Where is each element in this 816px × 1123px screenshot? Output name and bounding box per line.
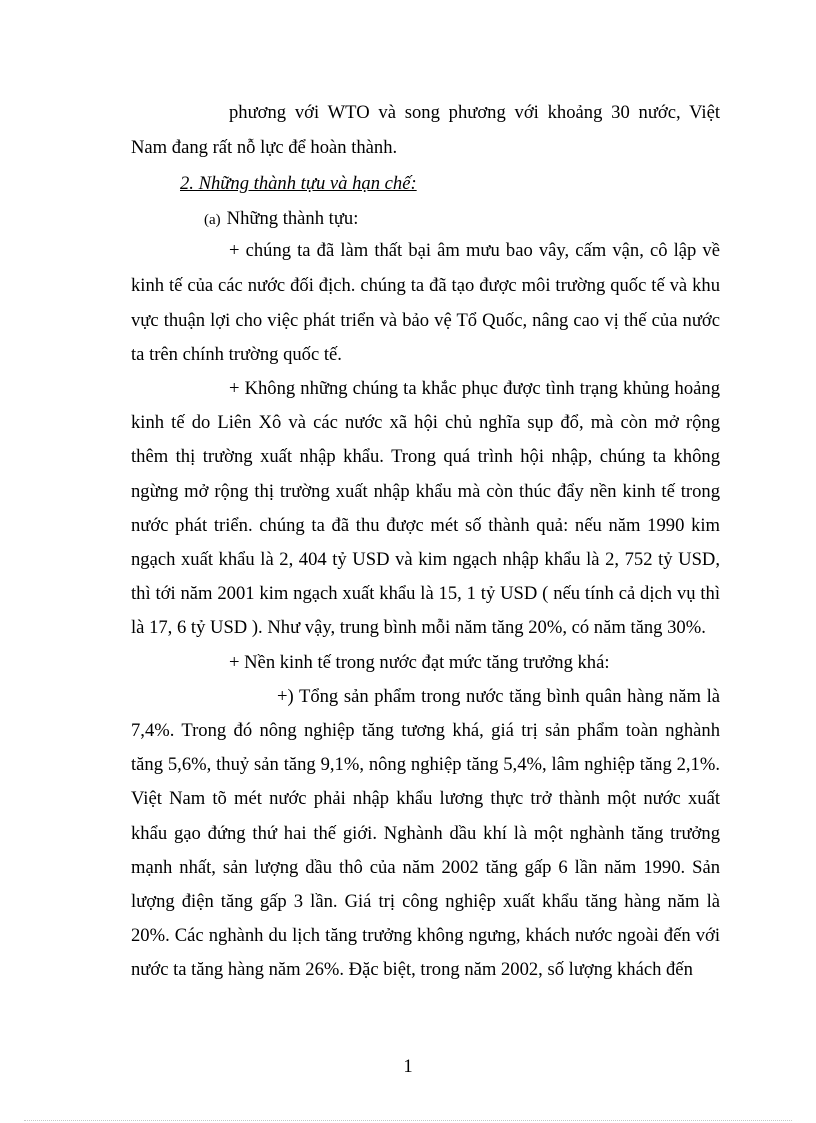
- page-bottom-divider: [24, 1120, 792, 1121]
- paragraph-line: tăng 5,6%, thuỷ sản tăng 9,1%, nông nghiệp tăng 5,4%, lâm nghiệp tăng 2,1%.: [131, 754, 720, 775]
- paragraph-line: kinh tế của các nước đối địch. chúng ta đã tạo được môi trường quốc tế và khu: [131, 275, 720, 296]
- paragraph-line: nước ta tăng hàng năm 26%. Đặc biệt, trong năm 2002, số lượng khách đến: [131, 959, 693, 980]
- paragraph-line: là 17, 6 tỷ USD ). Như vậy, trung bình mỗi năm tăng 20%, có năm tăng 30%.: [131, 617, 706, 638]
- paragraph-line: + Không những chúng ta khắc phục được tình trạng khủng hoảng: [229, 378, 720, 399]
- paragraph-line: ta trên chính trường quốc tế.: [131, 344, 342, 365]
- paragraph-line: + chúng ta đã làm thất bại âm mưu bao vây, cấm vận, cô lập về: [229, 240, 720, 261]
- paragraph-line: mạnh nhất, sản lượng dầu thô của năm 2002 tăng gấp 6 lần năm 1990. Sản: [131, 857, 720, 878]
- list-marker: (a): [204, 212, 221, 228]
- paragraph-line: thì tới năm 2001 kim ngạch xuất khẩu là 15, 1 tỷ USD ( nếu tính cả dịch vụ thì: [131, 583, 720, 604]
- paragraph-line: 7,4%. Trong đó nông nghiệp tăng tương khá, giá trị sản phẩm toàn nghành: [131, 720, 720, 741]
- section-heading-text: 2. Những thành tựu và hạn chế:: [180, 173, 417, 194]
- paragraph-line: Việt Nam tõ mét nước phải nhập khẩu lương thực trở thành một nước xuất: [131, 788, 720, 809]
- section-heading: [180, 172, 417, 196]
- paragraph-line: thêm thị trường xuất nhập khẩu. Trong quá trình hội nhập, chúng ta không: [131, 446, 720, 467]
- paragraph-line: lượng điện tăng gấp 3 lần. Giá trị công nghiệp xuất khẩu tăng hàng năm là: [131, 891, 720, 912]
- paragraph-line: kinh tế do Liên Xô và các nước xã hội chủ nghĩa sụp đổ, mà còn mở rộng: [131, 412, 720, 433]
- paragraph-line: +) Tổng sản phẩm trong nước tăng bình quân hàng năm là: [277, 686, 720, 707]
- paragraph-line: nước phát triển. chúng ta đã thu được mét số thành quả: nếu năm 1990 kim: [131, 515, 720, 536]
- paragraph-line: ngạch xuất khẩu là 2, 404 tỷ USD và kim ngạch nhập khẩu là 2, 752 tỷ USD,: [131, 549, 720, 570]
- paragraph-line: Nam đang rất nỗ lực để hoàn thành.: [131, 137, 398, 158]
- paragraph-line: vực thuận lợi cho việc phát triển và bảo vệ Tổ Quốc, nâng cao vị thế của nước: [131, 310, 720, 331]
- subheading: [204, 207, 358, 231]
- paragraph-line: ngừng mở rộng thị trường xuất nhập khẩu mà còn thúc đẩy nền kinh tế trong: [131, 481, 720, 502]
- page-number: 1: [403, 1056, 413, 1077]
- paragraph-line: + Nền kinh tế trong nước đạt mức tăng trưởng khá:: [229, 652, 610, 673]
- subheading-text: Những thành tựu:: [226, 208, 359, 229]
- paragraph-line: phương với WTO và song phương với khoảng 30 nước, Việt: [229, 102, 720, 123]
- paragraph-line: khẩu gạo đứng thứ hai thế giới. Nghành dầu khí là một nghành tăng trưởng: [131, 823, 720, 844]
- paragraph-line: 20%. Các nghành du lịch tăng trưởng không ngưng, khách nước ngoài đến với: [131, 925, 720, 946]
